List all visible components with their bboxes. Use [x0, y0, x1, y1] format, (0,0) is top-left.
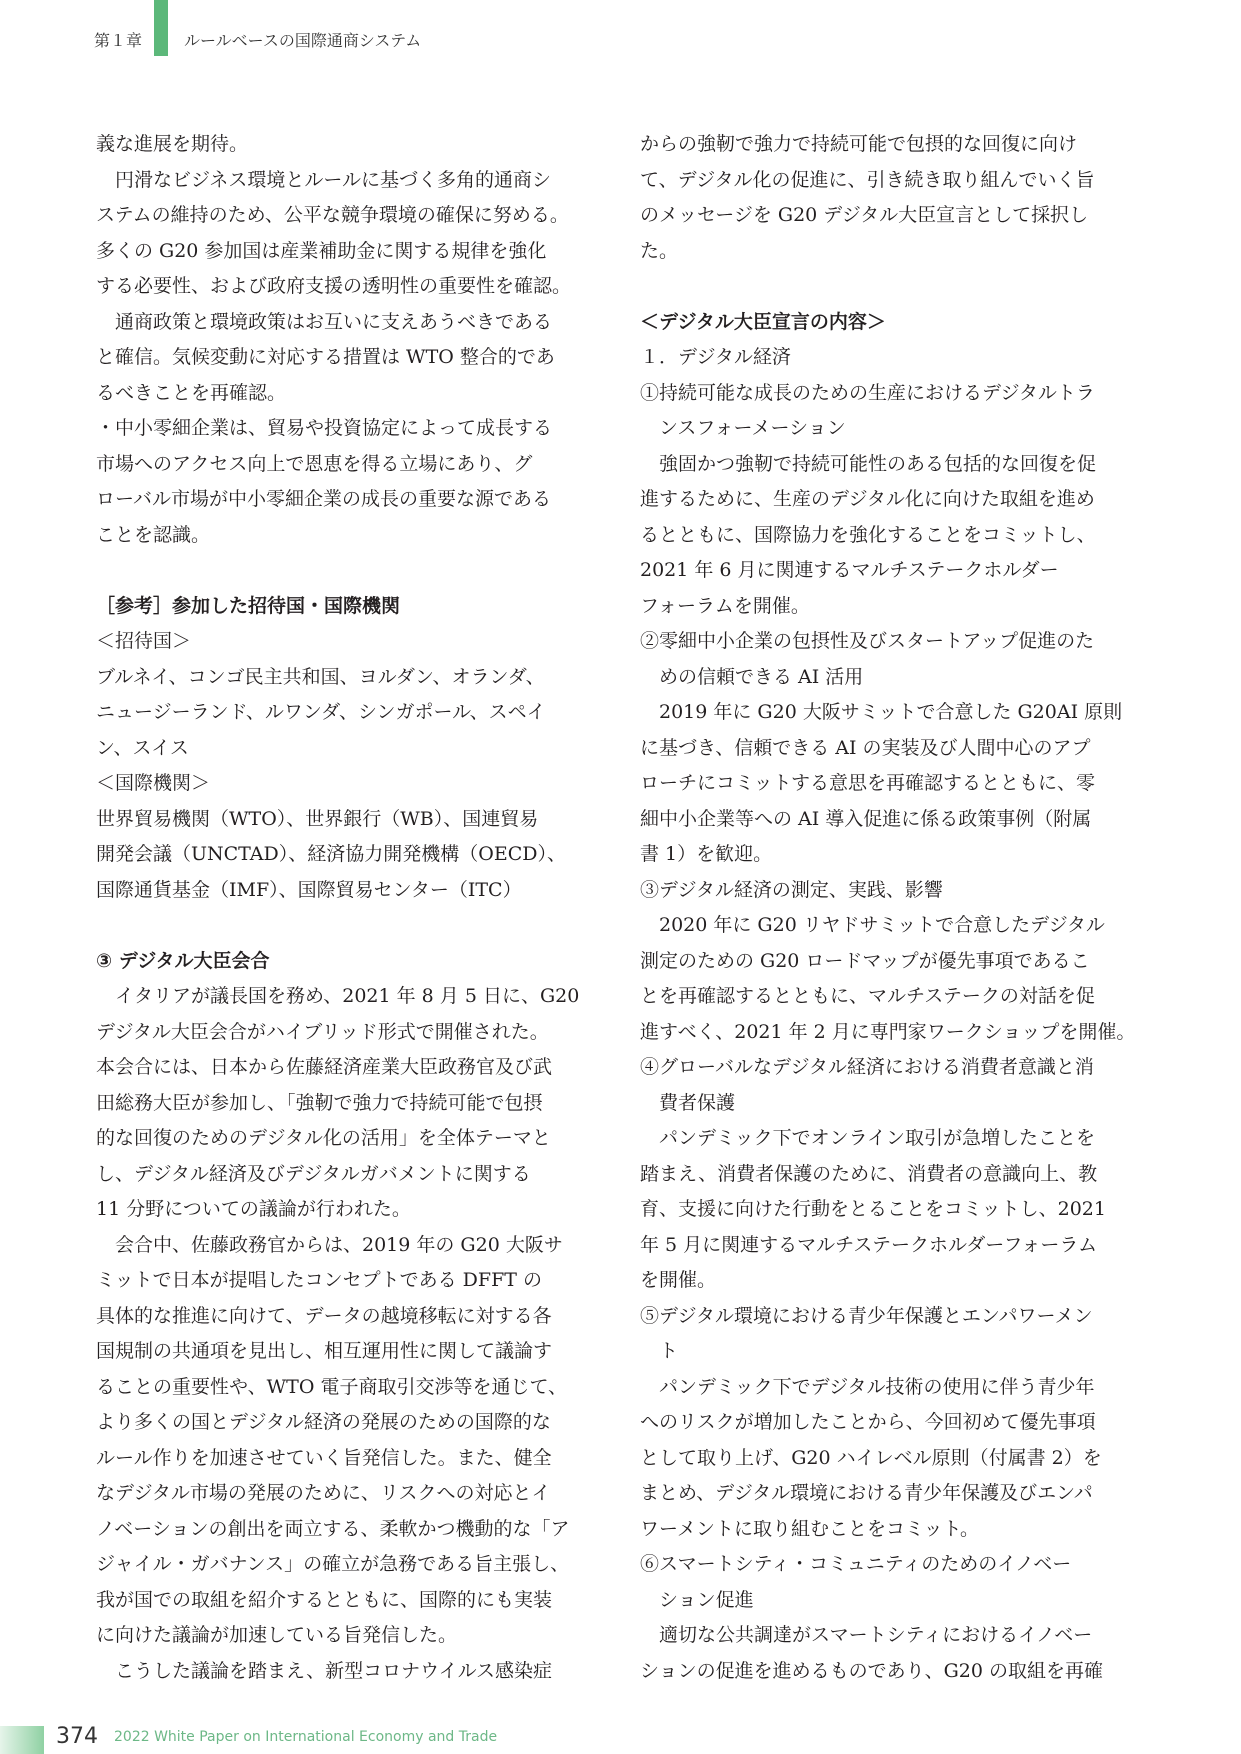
text-line: ②零細中小企業の包摂性及びスタートアップ促進のた	[640, 630, 1095, 652]
text-line: ＜招待国＞	[96, 630, 192, 652]
text-line: し、デジタル経済及びデジタルガバメントに関する	[96, 1162, 531, 1185]
text-line: ⑥スマートシティ・コミュニティのためのイノベー	[640, 1553, 1072, 1575]
text-line: た。	[640, 239, 679, 262]
text-line: ることの重要性や、WTO 電子商取引交渉等を通じて、	[96, 1375, 568, 1398]
text-line: めの信頼できる AI 活用	[640, 665, 864, 688]
text-line: 適切な公共調達がスマートシティにおけるイノベー	[640, 1624, 1093, 1646]
text-line: 具体的な推進に向けて、データの越境移転に対する各	[96, 1304, 552, 1327]
text-line: て、デジタル化の促進に、引き続き取り組んでいく旨	[640, 168, 1095, 191]
text-line: からの強靭で強力で持続可能で包摂的な回復に向け	[640, 133, 1078, 155]
text-line: に向けた議論が加速している旨発信した。	[96, 1624, 458, 1646]
text-line: ニュージーランド、ルワンダ、シンガポール、スペイ	[96, 701, 546, 723]
text-line: 2019 年に G20 大阪サミットで合意した G20AI 原則	[640, 701, 1123, 723]
text-line: 世界貿易機関（WTO）、世界銀行（WB）、国連貿易	[96, 807, 539, 830]
text-line: 年 5 月に関連するマルチステークホルダーフォーラム	[640, 1233, 1098, 1256]
text-line: ③デジタル経済の測定、実践、影響	[640, 878, 943, 901]
text-line: なデジタル市場の発展のために、リスクへの対応とイ	[96, 1482, 551, 1504]
text-line: るべきことを再確認。	[96, 381, 287, 404]
text-line: ルール作りを加速させていく旨発信した。また、健全	[96, 1446, 552, 1469]
text-line: ワーメントに取り組むことをコミット。	[640, 1517, 979, 1540]
text-line: 会合中、佐藤政務官からは、2019 年の G20 大阪サ	[96, 1233, 563, 1256]
text-line: 本会合には、日本から佐藤経済産業大臣政務官及び武	[96, 1056, 553, 1078]
page-number: 374	[56, 1724, 98, 1749]
text-line: こうした議論を踏まえ、新型コロナウイルス感染症	[96, 1659, 553, 1682]
text-line: ン、スイス	[96, 736, 189, 759]
chapter-accent-bar	[154, 0, 168, 56]
text-line: ンスフォーメーション	[640, 417, 846, 439]
text-line: 的な回復のためのデジタル化の活用」を全体テーマと	[96, 1127, 551, 1149]
paragraph-gap	[96, 908, 596, 944]
text-line: ローバル市場が中小零細企業の成長の重要な源である	[96, 488, 552, 510]
text-line: 国際通貨基金（IMF）、国際貿易センター（ITC）	[96, 878, 522, 901]
text-line: ④グローバルなデジタル経済における消費者意識と消	[640, 1056, 1094, 1078]
text-line: 11 分野についての議論が行われた。	[96, 1198, 411, 1220]
text-line: に基づき、信頼できる AI の実装及び人間中心のアプ	[640, 736, 1091, 759]
text-line: ステムの維持のため、公平な競争環境の確保に努める。	[96, 204, 569, 226]
text-line: より多くの国とデジタル経済の発展のための国際的な	[96, 1411, 551, 1433]
text-line: デジタル大臣会合がハイブリッド形式で開催された。	[96, 1020, 549, 1043]
text-line: 国規制の共通項を見出し、相互運用性に関して議論す	[96, 1340, 553, 1362]
text-line: ション促進	[640, 1588, 754, 1611]
text-line: ［参考］参加した招待国・国際機関	[96, 594, 401, 617]
text-line: 2021 年 6 月に関連するマルチステークホルダー	[640, 559, 1059, 581]
text-line: ノベーションの創出を両立する、柔軟かつ機動的な「ア	[96, 1517, 570, 1540]
text-line: 進するために、生産のデジタル化に向けた取組を進め	[640, 488, 1095, 510]
text-line: 市場へのアクセス向上で恩恵を得る立場にあり、グ	[96, 452, 533, 475]
text-line: ミットで日本が提唱したコンセプトである DFFT の	[96, 1269, 542, 1291]
text-line: ローチにコミットする意思を再確認するとともに、零	[640, 772, 1096, 794]
text-line: を開催。	[640, 1269, 717, 1291]
text-line: へのリスクが増加したことから、今回初めて優先事項	[640, 1411, 1096, 1433]
text-line: ・中小零細企業は、貿易や投資協定によって成長する	[96, 417, 553, 439]
text-line: とを再確認するとともに、マルチステークの対話を促	[640, 985, 1095, 1007]
text-line: 2020 年に G20 リヤドサミットで合意したデジタル	[640, 914, 1105, 936]
text-line: と確信。気候変動に対応する措置は WTO 整合的であ	[96, 346, 555, 368]
text-line: パンデミック下でオンライン取引が急増したことを	[640, 1127, 1096, 1149]
text-line: まとめ、デジタル環境における青少年保護及びエンパ	[640, 1482, 1093, 1504]
text-line: 円滑なビジネス環境とルールに基づく多角的通商シ	[96, 168, 552, 191]
text-line: ジャイル・ガバナンス」の確立が急務である旨主張し、	[96, 1553, 570, 1575]
text-line: １．デジタル経済	[640, 346, 791, 368]
text-line: 細中小企業等への AI 導入促進に係る政策事例（附属	[640, 807, 1092, 830]
text-line: ①持続可能な成長のための生産におけるデジタルトラ	[640, 381, 1095, 404]
text-line: 通商政策と環境政策はお互いに支えあうべきである	[96, 310, 553, 333]
text-line: 費者保護	[640, 1091, 736, 1114]
text-line: 開発会議（UNCTAD）、経済協力開発機構（OECD）、	[96, 843, 566, 865]
text-line: 育、支援に向けた行動をとることをコミットし、2021	[640, 1198, 1106, 1220]
text-line: ⑤デジタル環境における青少年保護とエンパワーメン	[640, 1304, 1093, 1327]
text-line: 多くの G20 参加国は産業補助金に関する規律を強化	[96, 239, 547, 262]
text-line: ＜デジタル大臣宣言の内容＞	[640, 310, 886, 333]
text-line: 測定のための G20 ロードマップが優先事項であるこ	[640, 949, 1090, 972]
chapter-title: ルールベースの国際通商システム	[184, 31, 422, 50]
publication-title: 2022 White Paper on International Economy and Trade	[114, 1729, 498, 1745]
text-line: ブルネイ、コンゴ民主共和国、ヨルダン、オランダ、	[96, 665, 545, 688]
text-line: ションの促進を進めるものであり、G20 の取組を再確	[640, 1659, 1104, 1682]
text-line: るとともに、国際協力を強化することをコミットし、	[640, 523, 1096, 546]
text-line: 我が国での取組を紹介するとともに、国際的にも実装	[96, 1588, 553, 1611]
text-line: ト	[640, 1340, 679, 1362]
text-line: として取り上げ、G20 ハイレベル原則（付属書 2）を	[640, 1446, 1102, 1469]
text-line: ③ デジタル大臣会合	[96, 949, 270, 972]
text-line: 踏まえ、消費者保護のために、消費者の意識向上、教	[640, 1162, 1098, 1185]
left-text-column	[96, 127, 596, 1689]
text-line: フォーラムを開催。	[640, 594, 810, 617]
text-line: ことを認識。	[96, 523, 211, 546]
footer-accent-band	[0, 1726, 44, 1754]
text-line: 田総務大臣が参加し、「強靭で強力で持続可能で包摂	[96, 1091, 543, 1114]
paragraph-gap	[96, 553, 596, 589]
text-line: のメッセージを G20 デジタル大臣宣言として採択し	[640, 204, 1089, 226]
text-line: 進すべく、2021 年 2 月に専門家ワークショップを開催。	[640, 1020, 1136, 1043]
text-line: ＜国際機関＞	[96, 772, 211, 794]
right-text-column	[640, 127, 1140, 1689]
paragraph-gap	[640, 269, 1140, 305]
text-line: イタリアが議長国を務め、2021 年 8 月 5 日に、G20	[96, 985, 580, 1007]
text-line: 義な進展を期待。	[96, 133, 249, 155]
text-line: 書 1）を歓迎。	[640, 843, 773, 865]
text-line: する必要性、および政府支援の透明性の重要性を確認。	[96, 275, 572, 297]
text-line: パンデミック下でデジタル技術の使用に伴う青少年	[640, 1375, 1095, 1398]
text-line: 強固かつ強靭で持続可能性のある包括的な回復を促	[640, 452, 1097, 475]
chapter-label: 第１章	[94, 31, 143, 50]
